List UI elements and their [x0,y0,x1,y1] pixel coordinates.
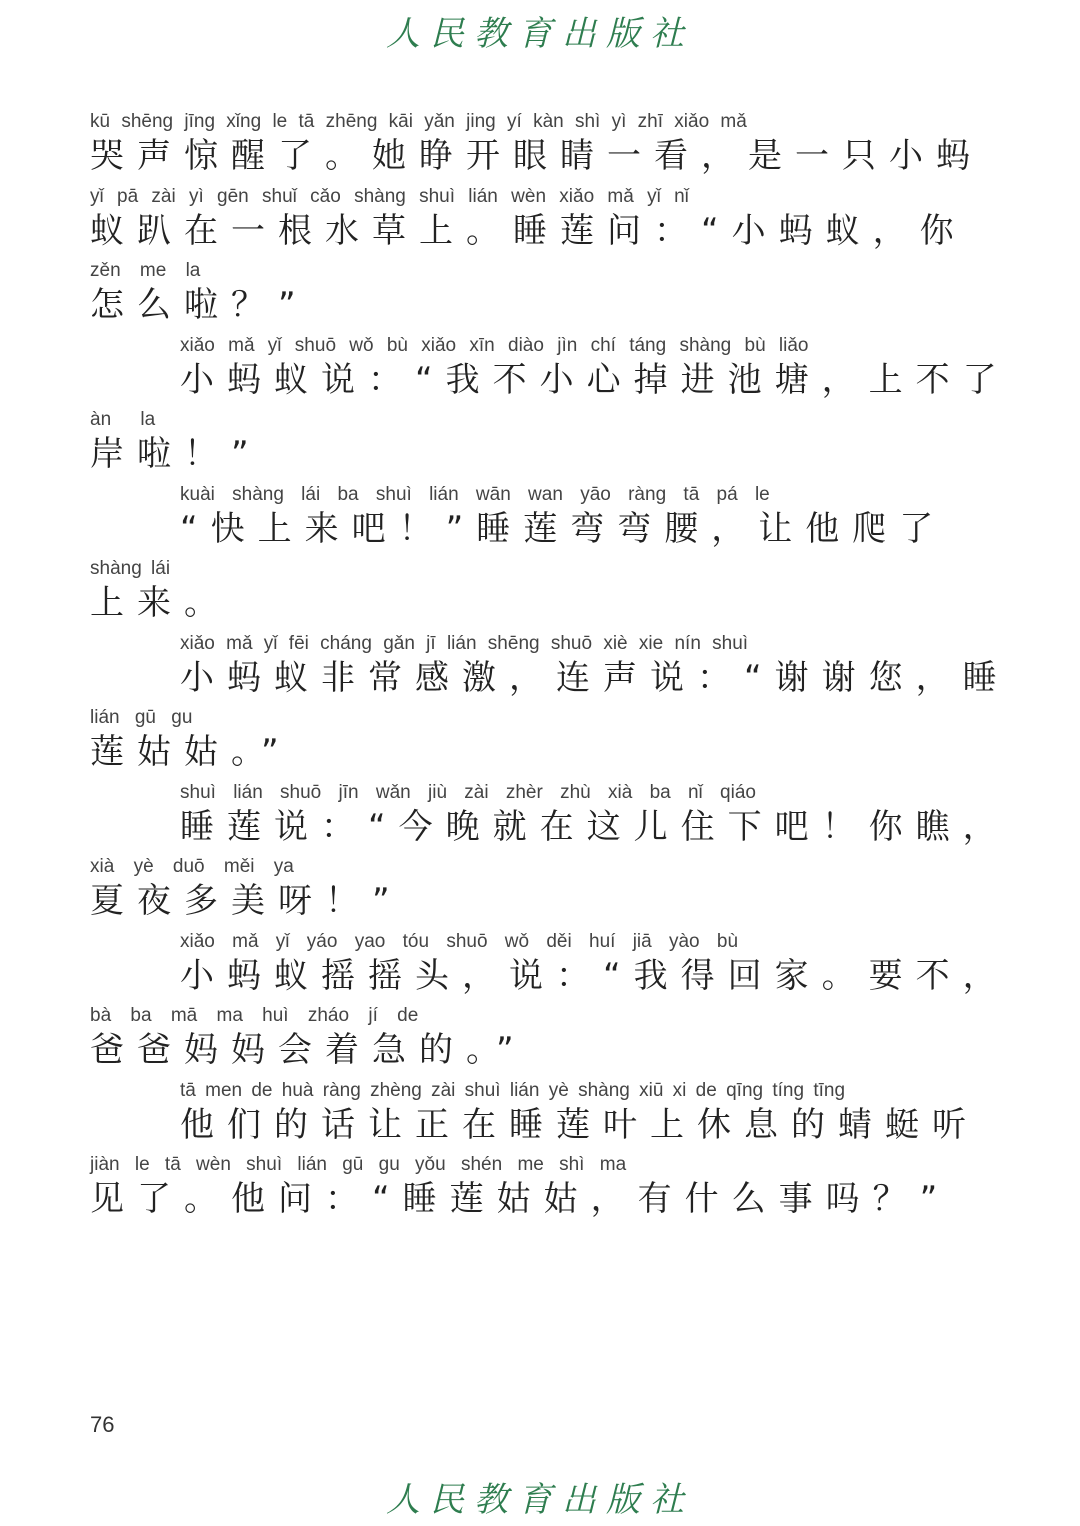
text-line [90,1151,960,1226]
hanzi-line: 夏夜多美呀！” [90,881,403,921]
text-line [90,406,960,481]
text-line [90,555,960,630]
pinyin-line: kuài shàng lái ba shuì lián wān wan yāo ràng tā pá le [180,483,770,505]
text-line [90,108,983,183]
text-line [90,1077,979,1152]
publisher-logo-top: 人民教育出版社 [386,14,694,54]
pinyin-line: bà ba mā ma huì zháo jí de [90,1005,419,1026]
text-line [90,1002,960,1077]
hanzi-line: 上来。 [90,583,231,623]
pinyin-line: jiàn le tā wèn shuì lián gū gu yǒu shén me shì ma [90,1154,627,1175]
pinyin-line: shàng lái [90,558,171,579]
text-line [90,928,1010,1003]
text-line [90,183,967,258]
pinyin-line: kū shēng jīng xǐng le tā zhēng kāi yǎn jing yí kàn shì yì zhī xiǎo mǎ [90,111,747,132]
hanzi-line: 莲姑姑。” [90,732,292,772]
hanzi-line: 小蚂蚁非常感激，连声说：“谢谢您，睡 [180,657,1010,698]
hanzi-line: 小蚂蚁摇摇头，说：“我得回家。要不， [180,955,1010,996]
text-line [90,332,1010,407]
hanzi-line: 睡莲说：“今晚就在这儿住下吧！你瞧， [180,806,1010,847]
pinyin-line: zěn me la [90,260,201,281]
hanzi-line: 他们的话让正在睡莲叶上休息的蜻蜓听 [180,1104,979,1145]
hanzi-line: 哭声惊醒了。她睁开眼睛一看，是一只小蚂 [90,136,983,176]
pinyin-line: lián gū gu [90,707,193,728]
hanzi-line: 怎么啦？” [90,285,309,325]
text-line [90,257,960,332]
page-body [90,108,1010,1226]
pinyin-line: xiǎo mǎ yǐ shuō wǒ bù xiǎo xīn diào jìn chí táng shàng bù liǎo [180,334,809,356]
page-number: 76 [90,1412,115,1437]
publisher-logo-bottom: 人民教育出版社 [386,1480,694,1520]
pinyin-line: àn la [90,409,156,430]
text-line [90,853,960,928]
pinyin-line: xiǎo mǎ yǐ yáo yao tóu shuō wǒ děi huí jiā yào bù [180,930,739,952]
pinyin-line: tā men de huà ràng zhèng zài shuì lián yè shàng xiū xi de qīng tíng tīng [180,1079,846,1101]
hanzi-line: 蚁趴在一根水草上。睡莲问：“小蚂蚁，你 [90,210,967,251]
text-line [90,481,960,556]
hanzi-line: 见了。他问：“睡莲姑姑，有什么事吗？” [90,1179,951,1219]
pinyin-line: yǐ pā zài yì gēn shuǐ cǎo shàng shuì lián wèn xiǎo mǎ yǐ nǐ [90,185,689,207]
pinyin-line: xiǎo mǎ yǐ fēi cháng gǎn jī lián shēng shuō xiè xie nín shuì [180,632,749,654]
text-line [90,630,1010,705]
pinyin-line: xià yè duō měi ya [90,856,294,877]
text-line [90,704,960,779]
text-line [90,779,1010,854]
hanzi-line: 爸爸妈妈会着急的。” [90,1030,527,1070]
hanzi-line: 小蚂蚁说：“我不小心掉进池塘，上不了 [180,359,1010,400]
hanzi-line: “快上来吧！”睡莲弯弯腰，让他爬了 [180,508,947,549]
hanzi-line: 岸啦！” [90,434,262,474]
pinyin-line: shuì lián shuō jīn wǎn jiù zài zhèr zhù xià ba nǐ qiáo [180,781,756,803]
